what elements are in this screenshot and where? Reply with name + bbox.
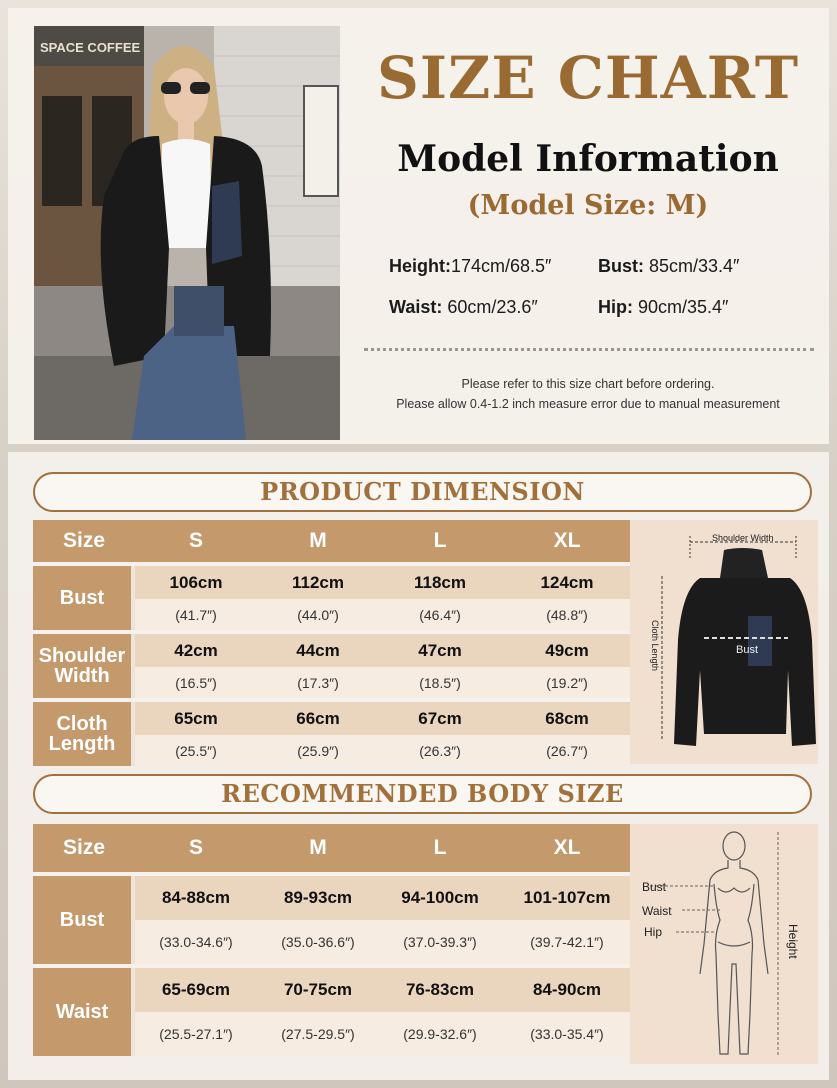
cell-cm: 65cm: [135, 702, 257, 735]
height-body-label: Height: [786, 924, 800, 959]
cell-cm: 68cm: [501, 702, 633, 735]
model-bust: [598, 256, 739, 277]
hip-label: Hip:: [598, 297, 633, 317]
cell-in: (33.0-35.4″): [501, 1012, 633, 1056]
shoulder-width-label: Shoulder Width: [712, 533, 774, 543]
size-col-s: S: [135, 824, 257, 872]
waist-body-label: Waist: [642, 904, 672, 918]
cell-in: (29.9-32.6″): [379, 1012, 501, 1056]
table-row: [33, 876, 633, 920]
size-col-s: S: [135, 520, 257, 562]
row-label-line: Cloth: [56, 713, 108, 735]
model-height: [389, 256, 551, 277]
page-title: SIZE CHART: [376, 44, 800, 112]
cell-in: (25.5″): [135, 735, 257, 766]
model-info-heading: Model Information: [397, 138, 779, 180]
waist-value: 60cm/23.6″: [442, 297, 538, 317]
size-col-l: L: [379, 520, 501, 562]
cell-cm: 49cm: [501, 634, 633, 667]
cell-cm: 76-83cm: [379, 968, 501, 1012]
cell-cm: 84-90cm: [501, 968, 633, 1012]
cell-in: (37.0-39.3″): [379, 920, 501, 964]
table-row: [33, 702, 633, 735]
hip-body-label: Hip: [644, 925, 663, 939]
table-header-row: [33, 520, 633, 562]
cell-in: (16.5″): [135, 667, 257, 698]
row-label-line: Width: [54, 665, 110, 687]
model-illustration: [34, 26, 340, 440]
cell-cm: 101-107cm: [501, 876, 633, 920]
cell-cm: 66cm: [257, 702, 379, 735]
size-header: Size: [33, 520, 135, 562]
height-value: 174cm/68.5″: [451, 256, 552, 276]
cell-in: (18.5″): [379, 667, 501, 698]
model-waist: [389, 297, 538, 318]
product-dimension-table: [33, 520, 633, 766]
cell-cm: 89-93cm: [257, 876, 379, 920]
row-label-bust: Bust: [33, 876, 135, 964]
cell-cm: 124cm: [501, 566, 633, 599]
table-header-row: [33, 824, 633, 872]
cell-in: (25.5-27.1″): [135, 1012, 257, 1056]
cell-cm: 44cm: [257, 634, 379, 667]
cell-cm: 94-100cm: [379, 876, 501, 920]
bust-label: Bust:: [598, 256, 644, 276]
bust-value: 85cm/33.4″: [644, 256, 740, 276]
row-label-line: Length: [48, 733, 116, 755]
height-label: Height:: [389, 256, 451, 276]
row-label-line: Shoulder: [38, 645, 126, 667]
size-col-xl: XL: [501, 520, 633, 562]
cell-in: (33.0-34.6″): [135, 920, 257, 964]
cell-cm: 65-69cm: [135, 968, 257, 1012]
row-label-cloth-length: [33, 702, 135, 766]
cell-in: (17.3″): [257, 667, 379, 698]
model-photo: [34, 26, 340, 440]
row-label-bust: Bust: [33, 566, 135, 630]
cell-cm: 112cm: [257, 566, 379, 599]
note-line-2: Please allow 0.4-1.2 inch measure error due to manual measurement: [396, 397, 780, 411]
cell-in: (48.8″): [501, 599, 633, 630]
cell-cm: 47cm: [379, 634, 501, 667]
cell-in: (46.4″): [379, 599, 501, 630]
cell-cm: 118cm: [379, 566, 501, 599]
jacket-diagram: [630, 520, 818, 764]
hip-value: 90cm/35.4″: [633, 297, 729, 317]
cell-in: (25.9″): [257, 735, 379, 766]
cell-in: (26.7″): [501, 735, 633, 766]
cell-cm: 70-75cm: [257, 968, 379, 1012]
body-diagram: [630, 824, 818, 1064]
size-col-xl: XL: [501, 824, 633, 872]
waist-label: Waist:: [389, 297, 443, 317]
bust-body-label: Bust: [642, 880, 667, 894]
cell-cm: 67cm: [379, 702, 501, 735]
cell-in: (26.3″): [379, 735, 501, 766]
model-hip: [598, 297, 728, 318]
recommended-body-size-table: [33, 824, 633, 1056]
model-info-panel: [8, 8, 829, 444]
cell-cm: 106cm: [135, 566, 257, 599]
cell-in: (35.0-36.6″): [257, 920, 379, 964]
table-row: [33, 968, 633, 1012]
model-size-label: (Model Size: M): [467, 190, 709, 221]
table-row: [33, 634, 633, 667]
dotted-divider: [364, 348, 814, 351]
recommended-body-size-banner: RECOMMENDED BODY SIZE: [33, 774, 812, 814]
cloth-length-label: Cloth Length: [650, 620, 660, 672]
shop-sign: SPACE COFFEE: [40, 40, 141, 55]
bust-diagram-label: Bust: [736, 644, 759, 656]
cell-cm: 42cm: [135, 634, 257, 667]
cell-in: (44.0″): [257, 599, 379, 630]
size-tables-panel: [8, 452, 829, 1080]
size-col-l: L: [379, 824, 501, 872]
size-col-m: M: [257, 824, 379, 872]
cell-in: (39.7-42.1″): [501, 920, 633, 964]
size-header: Size: [33, 824, 135, 872]
row-label-shoulder-width: [33, 634, 135, 698]
product-dimension-banner: PRODUCT DIMENSION: [33, 472, 812, 512]
cell-in: (19.2″): [501, 667, 633, 698]
row-label-waist: Waist: [33, 968, 135, 1056]
table-row: [33, 566, 633, 599]
cell-in: (27.5-29.5″): [257, 1012, 379, 1056]
cell-in: (41.7″): [135, 599, 257, 630]
cell-cm: 84-88cm: [135, 876, 257, 920]
note-line-1: Please refer to this size chart before ordering.: [461, 377, 715, 391]
size-col-m: M: [257, 520, 379, 562]
